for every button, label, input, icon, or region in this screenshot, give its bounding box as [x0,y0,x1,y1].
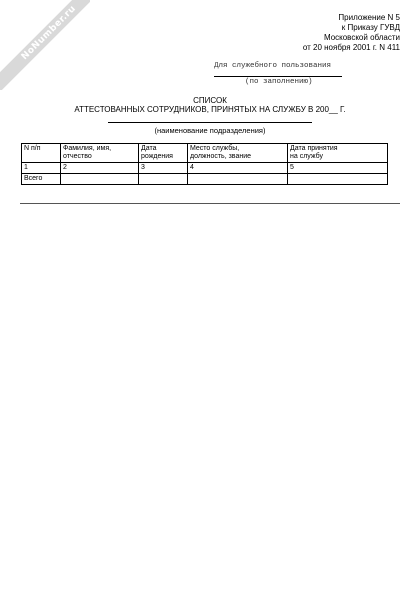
total-label-cell: Всего [22,174,61,185]
restriction-sublabel: (по заполнению) [245,78,313,86]
document-title: СПИСОК [193,96,227,105]
column-number-cell: 2 [61,163,139,174]
header-cell-position [188,144,288,163]
watermark-corner [0,0,90,90]
column-number-cell: 1 [22,163,61,174]
appendix-line: к Приказу ГУВД [341,23,400,32]
document-subtitle: АТТЕСТОВАННЫХ СОТРУДНИКОВ, ПРИНЯТЫХ НА СЛУЖБУ В 200__ Г. [74,105,346,114]
column-number-cell: 3 [139,163,188,174]
header-cell-text: должность, звание [190,153,252,160]
column-number-cell: 4 [188,163,288,174]
unit-caption: (наименование подразделения) [154,126,266,135]
total-empty-cell [288,174,388,185]
total-empty-cell [139,174,188,185]
header-cell-birthdate [139,144,188,163]
appendix-line: Приложение N 5 [338,13,400,22]
appendix-line: от 20 ноября 2001 г. N 411 [302,43,400,52]
table-number-row [22,163,388,174]
header-cell-text: Место службы, [190,145,240,152]
unit-underline [108,122,312,123]
table-total-row [22,174,388,185]
header-cell-name [61,144,139,163]
watermark-text: NoNumber.ru [19,3,79,63]
header-cell-text: Дата принятия [290,145,338,152]
watermark-band [0,0,90,90]
restriction-underline [214,76,342,77]
header-cell-hire-date [288,144,388,163]
header-cell-number [22,144,61,163]
header-cell-text: на службу [290,153,323,160]
restriction-label: Для служебного пользования [214,62,332,70]
employee-list-table [21,143,388,185]
header-cell-text: отчество [63,153,92,160]
appendix-header [303,13,400,53]
appendix-line: Московской области [323,33,400,42]
header-cell-text: N п/п [24,145,41,152]
table-header-row [22,144,388,163]
total-empty-cell [61,174,139,185]
header-cell-text: рождения [141,153,173,160]
page-divider [20,203,400,204]
total-empty-cell [188,174,288,185]
header-cell-text: Фамилия, имя, [63,145,112,152]
column-number-cell: 5 [288,163,388,174]
header-cell-text: Дата [141,145,157,152]
